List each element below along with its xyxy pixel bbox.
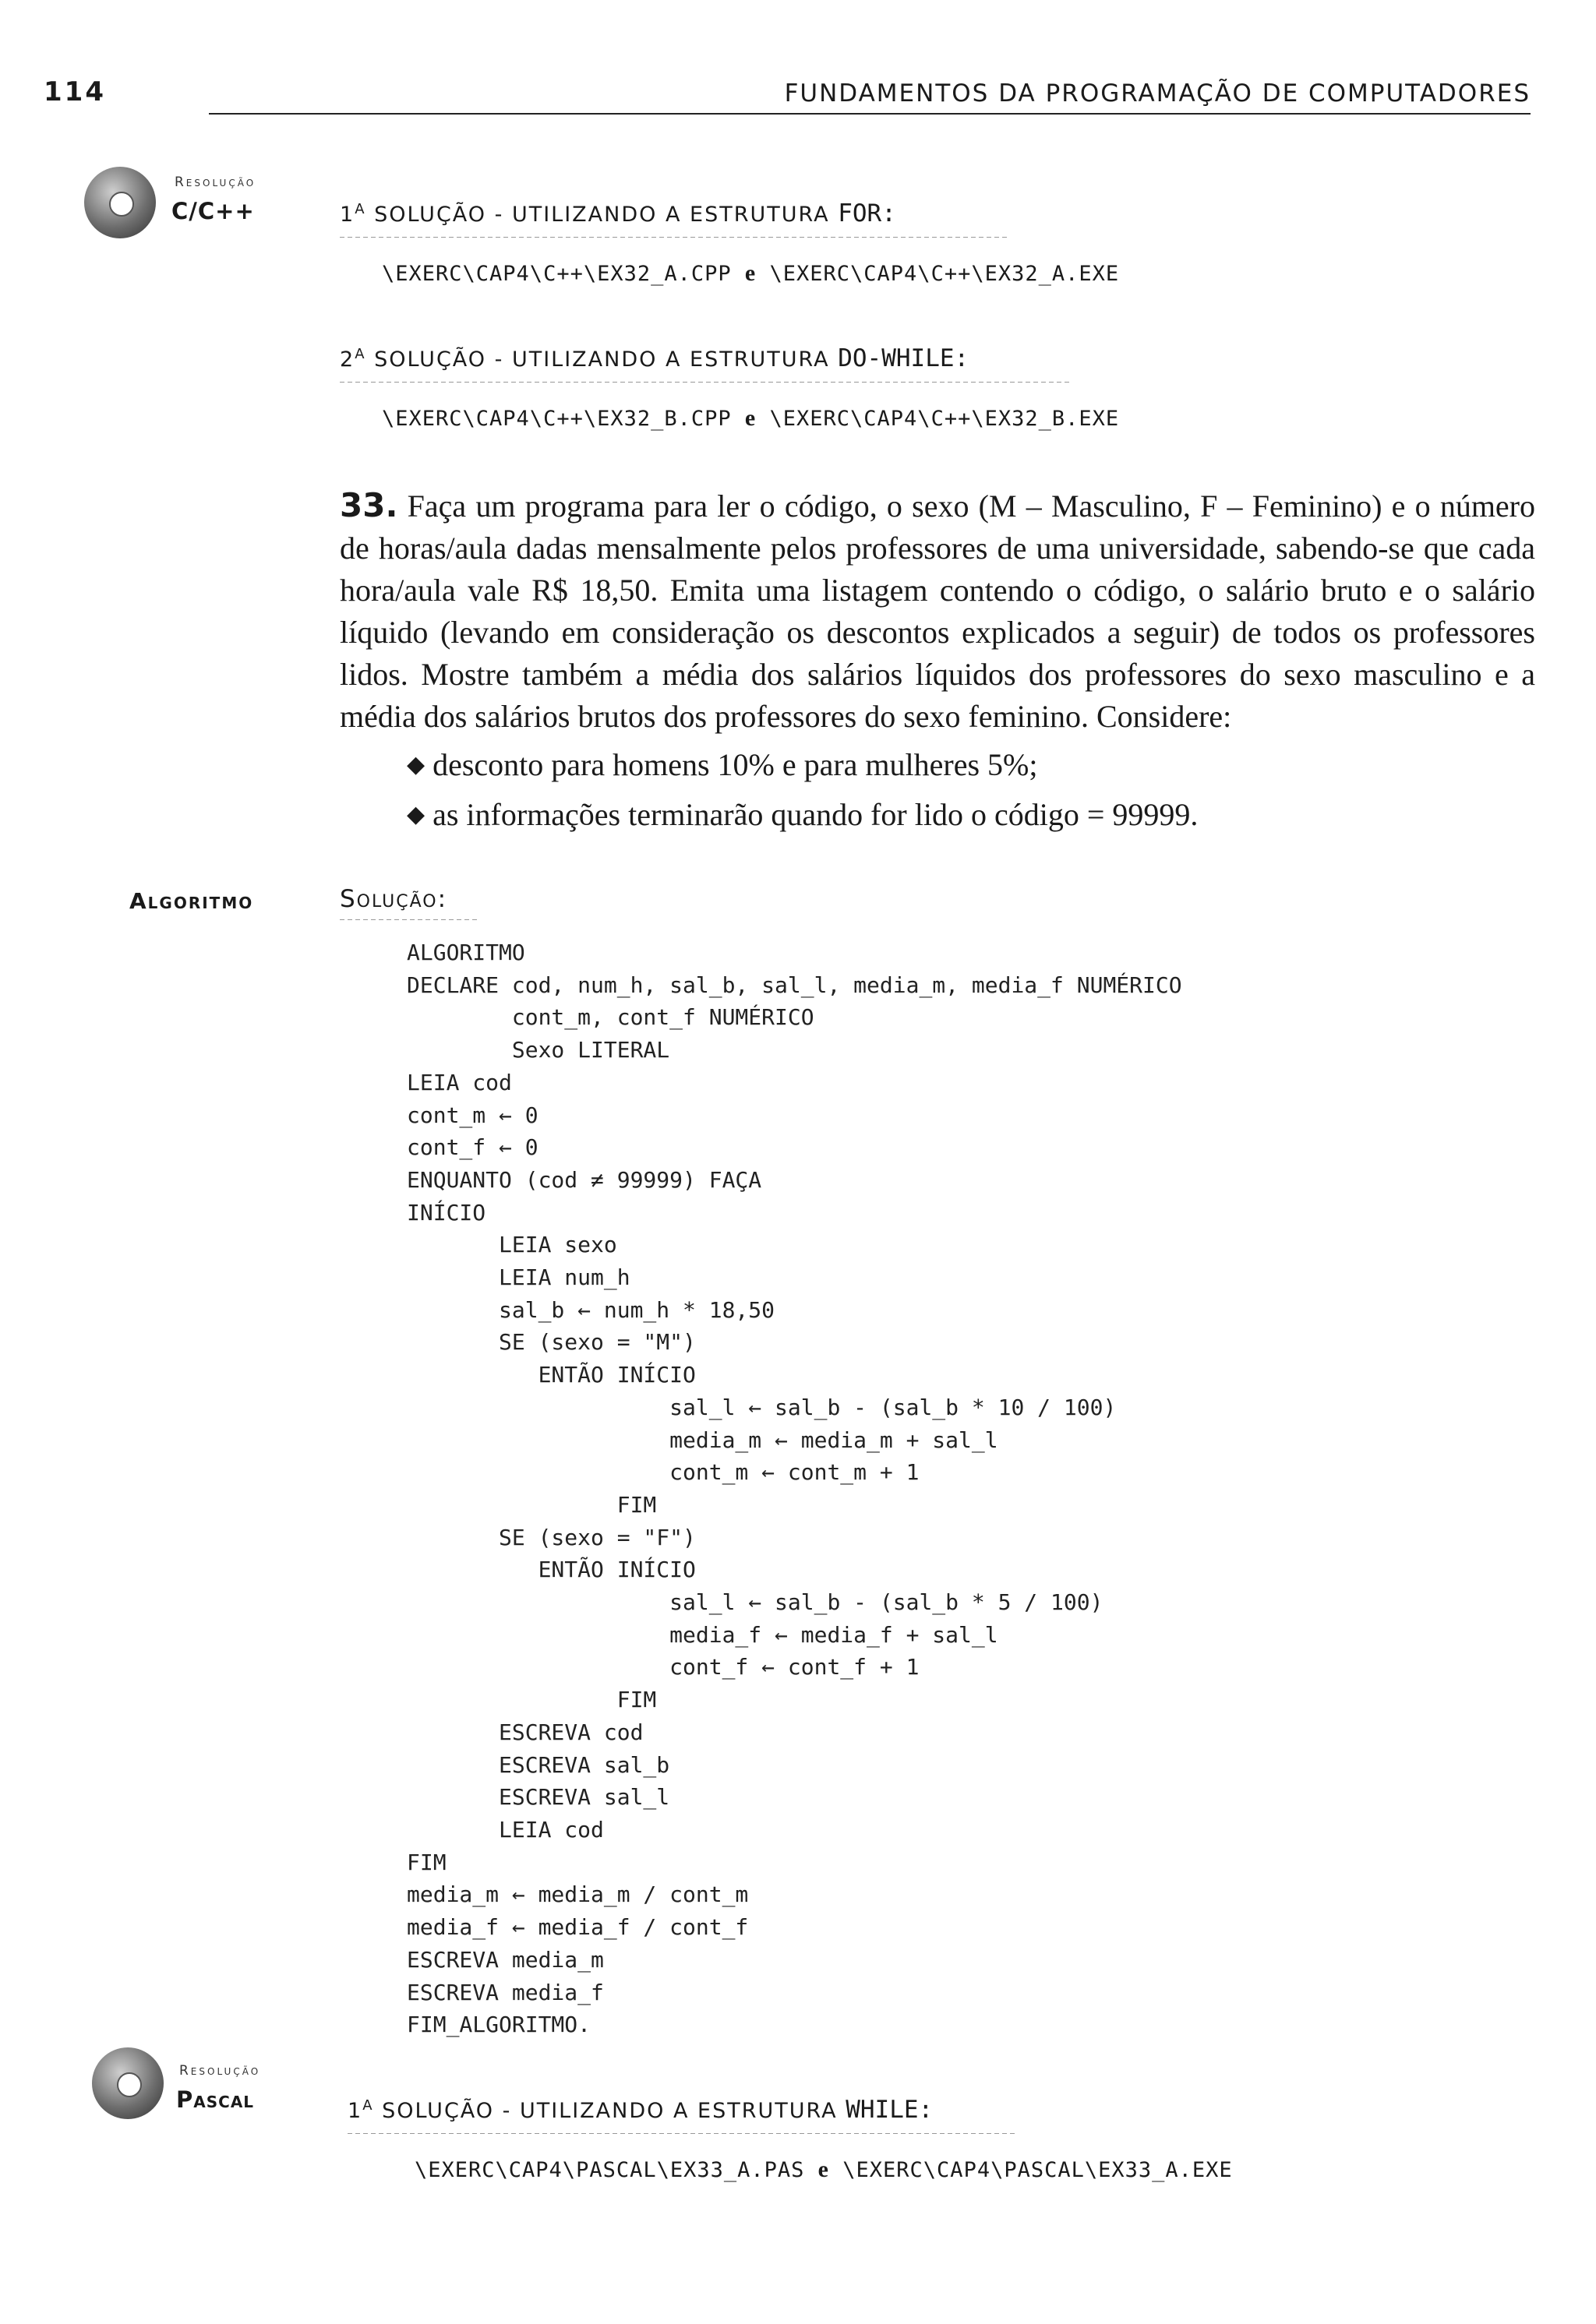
running-title: FUNDAMENTOS DA PROGRAMAÇÃO DE COMPUTADORES [784,79,1531,108]
page-number: 114 [44,76,106,108]
path-conjunction: e [744,405,757,431]
path-conjunction: e [744,260,757,286]
heading-underline [340,919,480,920]
file-path: \EXERC\CAP4\C++\EX32_B.CPP [382,407,732,431]
file-path: \EXERC\CAP4\PASCAL\EX33_A.PAS [415,2158,805,2182]
problem-number: 33. [340,486,398,524]
solution-number: 1 [340,203,355,227]
header-rule [209,113,1531,115]
solution-text: SOLUÇÃO - UTILIZANDO A ESTRUTURA [365,347,839,372]
bullet-text: desconto para homens 10% e para mulheres 5%; [433,747,1038,782]
solution-ordinal: A [362,2097,374,2114]
solution-ordinal: A [355,201,366,217]
file-path: \EXERC\CAP4\C++\EX32_A.CPP [382,262,732,286]
solution-text: SOLUÇÃO - UTILIZANDO A ESTRUTURA [365,203,839,227]
solution-keyword: WHILE: [846,2096,934,2124]
diamond-bullet-icon: ◆ [407,802,425,827]
bullet-item [407,796,1198,833]
c-solution-1-heading [340,199,896,227]
bullet-item [407,746,1037,783]
disc-icon [92,2047,164,2119]
heading-underline [348,2133,1018,2134]
badge-c-big-label: C/C++ [171,198,255,224]
diamond-bullet-icon: ◆ [407,752,425,778]
disc-icon [84,167,156,238]
c-solution-2-heading [340,344,969,372]
solution-keyword: DO-WHILE: [838,344,969,372]
badge-pascal-small-label: Resolução [179,2063,261,2079]
file-path: \EXERC\CAP4\PASCAL\EX33_A.EXE [842,2158,1233,2182]
solution-label: Solução: [340,885,448,913]
algoritmo-label: Algoritmo [129,888,254,914]
badge-pascal-big-label: Pascal [176,2086,255,2113]
c-solution-2-files [382,405,1119,432]
c-solution-1-files [382,260,1119,287]
heading-underline [340,382,1072,383]
solution-keyword: FOR: [838,199,896,227]
path-conjunction: e [817,2156,829,2182]
solution-number: 1 [348,2099,363,2123]
pascal-solution-files [415,2156,1233,2183]
solution-ordinal: A [355,346,366,362]
solution-number: 2 [340,347,355,372]
problem-text: Faça um programa para ler o código, o sexo (M – Masculino, F – Feminino) e o número de horas/aula dadas mensalmente pelos professores de uma universidade, sabendo-se que cada hora/aula vale R$ 18,50. Emita uma listagem contendo o código, o salário bruto e o salário líquido (levando em consideração os descontos explicados a seguir) de todos os professores lidos. Mostre também a média dos salários líquidos dos professores do sexo masculino e a média dos salários brutos dos professores do sexo feminino. Considere: [340,488,1536,734]
file-path: \EXERC\CAP4\C++\EX32_A.EXE [769,262,1120,286]
algorithm-code: ALGORITMO DECLARE cod, num_h, sal_b, sal_l, media_m, media_f NUMÉRICO cont_m, cont_f NUMÉRICO Sexo LITERAL LEIA cod cont_m ← 0 cont_f ← 0 ENQUANTO (cod ≠ 99999) FAÇA INÍCIO LEIA sexo LEIA num_h sal_b ← num_h * 18,50 SE (sexo = "M") ENTÃO INÍCIO sal_l ← sal_b - (sal_b * 10 / 100) media_m ← media_m + sal_l cont_m ← cont_m + 1 FIM SE (sexo = "F") ENTÃO INÍCIO sal_l ← sal_b - (sal_b * 5 / 100) media_f ← media_f + sal_l cont_f ← cont_f + 1 FIM ESCREVA cod ESCREVA sal_b ESCREVA sal_l LEIA cod FIM media_m ← media_m / cont_m media_f ← media_f / cont_f ESCREVA media_m ESCREVA media_f FIM_ALGORITMO. [407,940,1182,2038]
pascal-solution-heading [348,2096,933,2124]
bullet-text: as informações terminarão quando for lido o código = 99999. [433,797,1199,832]
heading-underline [340,237,1010,238]
badge-c-small-label: Resolução [175,175,256,190]
problem-33 [340,485,1535,738]
file-path: \EXERC\CAP4\C++\EX32_B.EXE [769,407,1120,431]
solution-text: SOLUÇÃO - UTILIZANDO A ESTRUTURA [373,2099,846,2123]
